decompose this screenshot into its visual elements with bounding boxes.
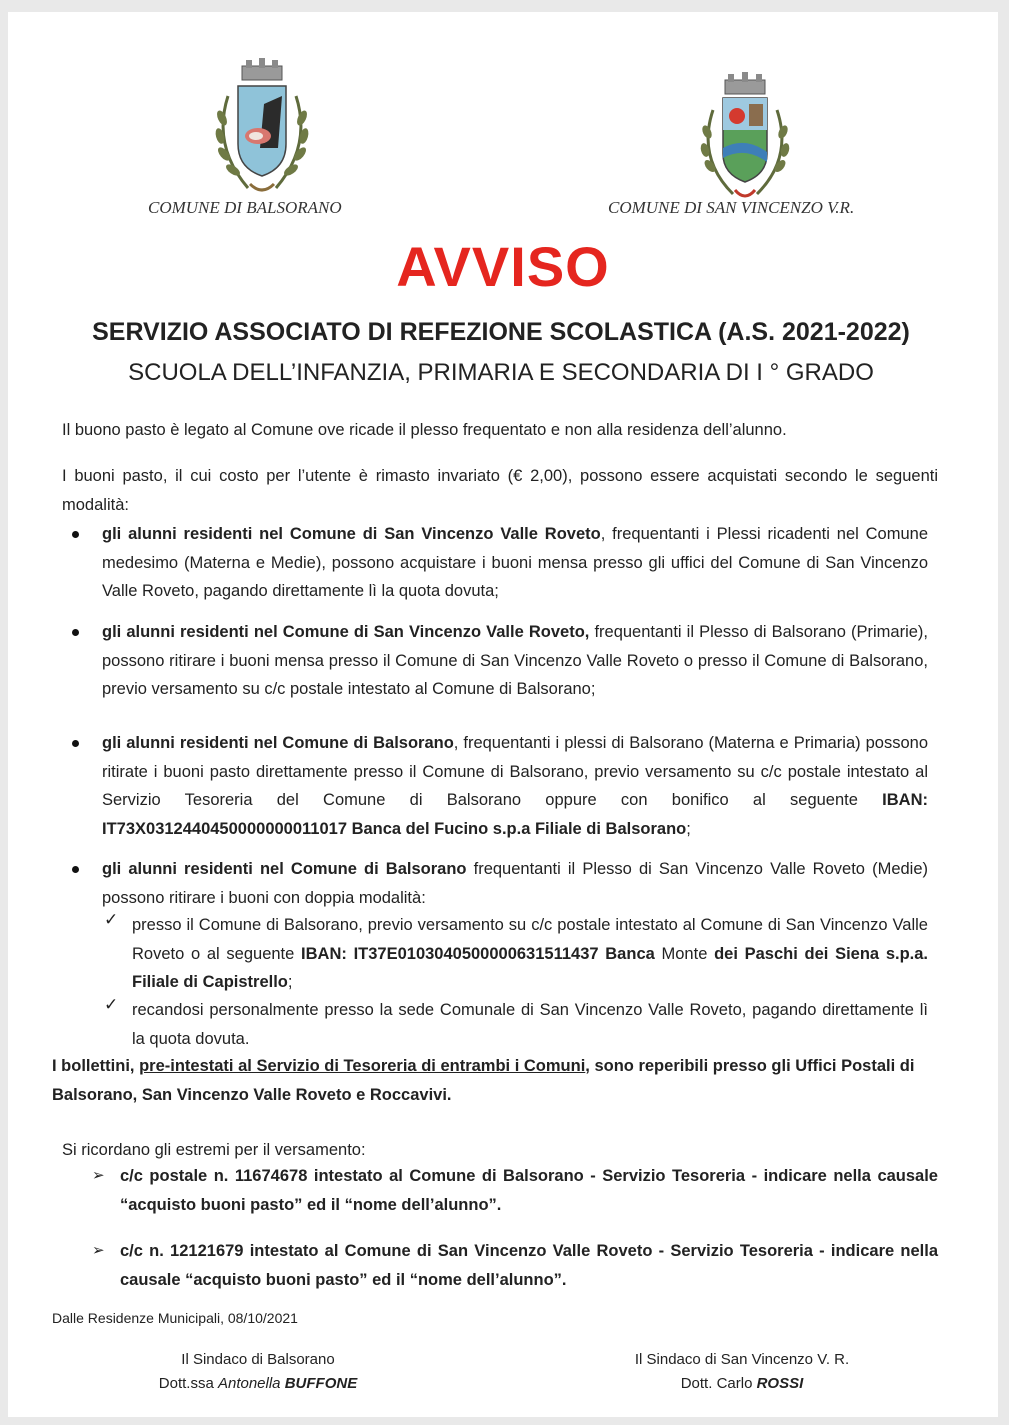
bullet-dot <box>72 740 79 747</box>
bullet-item-1 <box>102 520 928 606</box>
payment-item-2 <box>120 1237 938 1294</box>
notice-subtitle: SCUOLA DELL’INFANZIA, PRIMARIA E SECONDARIA DI I ° GRADO <box>128 359 874 386</box>
signature-right-title: Dott. Carlo <box>680 1375 757 1392</box>
signature-left-role: Il Sindaco di Balsorano <box>181 1351 335 1368</box>
signature-left <box>128 1348 388 1396</box>
bullet-3-text: , frequentanti i plessi di Balsorano (Materna e Primaria) possono ritirate i buoni pasto direttamente presso il Comune di Balsorano, previo versamento su c/c postale intestato al Servizio Tesoreria del Comune di Balsorano oppure con bonifico al seguente <box>102 734 929 809</box>
san-vincenzo-coat-of-arms-icon <box>695 70 795 210</box>
payment-item-1 <box>120 1162 938 1219</box>
signature-right <box>602 1348 882 1396</box>
balsorano-coat-of-arms-icon <box>208 56 316 206</box>
bollettini-paragraph <box>52 1052 942 1109</box>
checkmark-icon: ✓ <box>104 995 119 1014</box>
signature-left-name <box>128 1372 388 1396</box>
document-page <box>8 12 998 1417</box>
bullet-2-bold: gli alunni residenti nel Comune di San Vincenzo Valle Roveto, <box>102 623 590 641</box>
avviso-heading: AVVISO <box>396 235 610 298</box>
bullet-2-text: frequentanti il Plesso di Balsorano (Primarie), possono ritirare i buoni mensa presso il Comune di San Vincenzo Valle Roveto o presso il Comune di Balsorano, previo versamento su c/c postale intestato al Comune di Balsorano; <box>102 623 928 698</box>
notice-title: SERVIZIO ASSOCIATO DI REFEZIONE SCOLASTICA (A.S. 2021-2022) <box>92 318 910 346</box>
arrow-bullet-icon: ➢ <box>92 1242 105 1259</box>
check-1-mid: Monte <box>654 944 715 963</box>
check-1-iban: IBAN: IT37E0103040500000631511437 Banca <box>301 944 655 963</box>
checkmark-icon: ✓ <box>104 910 119 929</box>
check-1-end: ; <box>287 973 293 991</box>
bullet-1-bold: gli alunni residenti nel Comune di San Vincenzo Valle Roveto <box>102 525 601 543</box>
signature-left-first: Antonella <box>217 1375 281 1392</box>
comune-right-label: COMUNE DI SAN VINCENZO V.R. <box>608 198 855 217</box>
payment-2-text: c/c n. 12121679 intestato al Comune di San Vincenzo Valle Roveto - Servizio Tesoreria - indicare nella causale “acquisto buoni pasto” ed il “nome dell’alunno”. <box>120 1242 938 1289</box>
bollettini-a: I bollettini, <box>52 1057 140 1075</box>
bollettini-underlined: pre-intestati al Servizio di Tesoreria di entrambi i Comuni <box>139 1057 586 1075</box>
intro-paragraph-1: Il buono pasto è legato al Comune ove ricade il plesso frequentato e non alla residenza dell’alunno. <box>62 421 787 439</box>
bullet-1-text: , frequentanti i Plessi ricadenti nel Comune medesimo (Materna e Medie), possono acquistare i buoni mensa presso gli uffici del Comune di San Vincenzo Valle Roveto, pagando direttamente lì la quota dovuta; <box>102 525 929 600</box>
date-line: Dalle Residenze Municipali, 08/10/2021 <box>52 1310 298 1326</box>
signature-right-last: ROSSI <box>756 1375 804 1392</box>
check-1-bank: dei Paschi dei Siena s.p.a. Filiale di Capistrello <box>132 944 928 991</box>
intro2-text: I buoni pasto, il cui costo per l’utente è rimasto invariato (€ 2,00), possono essere acquistati secondo le seguenti modalità: <box>62 467 938 514</box>
bullet-4-bold: gli alunni residenti nel Comune di Balsorano <box>102 860 467 878</box>
bullet-4-text: frequentanti il Plesso di San Vincenzo Valle Roveto (Medie) possono ritirare i buoni con doppia modalità: <box>102 860 929 907</box>
payment-1-text: c/c postale n. 11674678 intestato al Comune di Balsorano - Servizio Tesoreria - indicare nella causale “acquisto buoni pasto” ed il “nome dell’alunno”. <box>120 1167 938 1214</box>
comune-left-label: COMUNE DI BALSORANO <box>148 198 342 217</box>
signature-right-role: Il Sindaco di San Vincenzo V. R. <box>634 1351 850 1368</box>
signature-left-last: BUFFONE <box>284 1375 358 1392</box>
ricordo-line: Si ricordano gli estremi per il versamento: <box>62 1141 366 1159</box>
bullet-item-4 <box>102 855 928 912</box>
arrow-bullet-icon: ➢ <box>92 1167 105 1184</box>
signature-left-title: Dott.ssa <box>158 1375 218 1392</box>
check-2-text: recandosi personalmente presso la sede Comunale di San Vincenzo Valle Roveto, pagando direttamente lì la quota dovuta. <box>132 1001 928 1048</box>
bullet-dot <box>72 866 79 873</box>
intro-paragraph-2 <box>62 462 938 519</box>
bullet-dot <box>72 531 79 538</box>
check-item-1 <box>132 911 928 997</box>
bullet-dot <box>72 629 79 636</box>
check-1-text: presso il Comune di Balsorano, previo versamento su c/c postale intestato al Comune di San Vincenzo Valle Roveto o al seguente <box>132 916 928 963</box>
bullet-3-bold: gli alunni residenti nel Comune di Balsorano <box>102 734 454 752</box>
bullet-item-2 <box>102 618 928 704</box>
bullet-item-3 <box>102 729 928 843</box>
bullet-3-iban: IBAN: IT73X0312440450000000011017 Banca del Fucino s.p.a Filiale di Balsorano <box>102 791 928 838</box>
check-item-2 <box>132 996 928 1053</box>
bullet-3-end: ; <box>686 819 691 838</box>
bollettini-b: , sono reperibili presso gli Uffici Postali di Balsorano, San Vincenzo Valle Roveto e Roccavivi. <box>52 1057 915 1104</box>
signature-right-name <box>602 1372 882 1396</box>
